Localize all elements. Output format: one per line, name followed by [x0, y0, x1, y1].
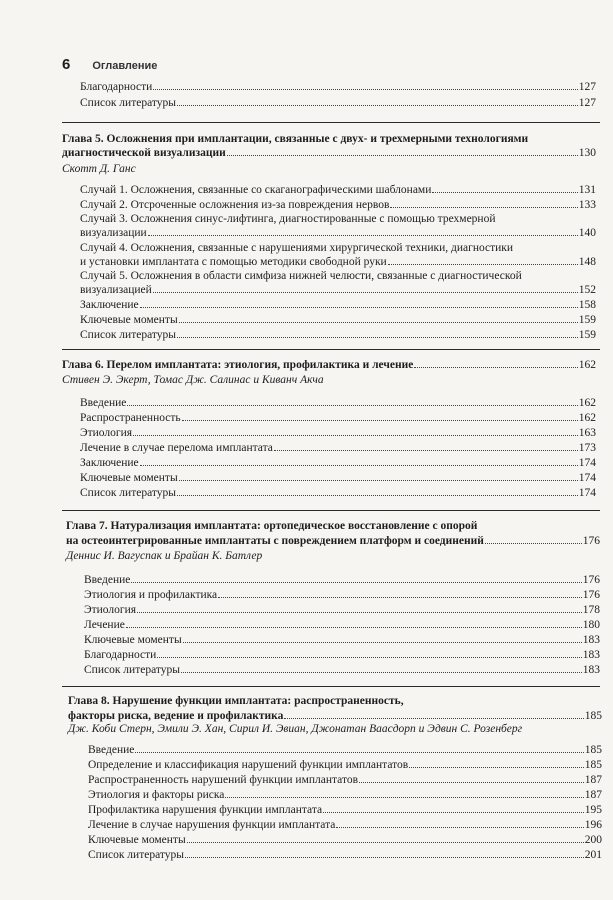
- chapter-divider: [62, 349, 600, 350]
- toc-entry[interactable]: [84, 663, 600, 677]
- toc-entry-page: 180: [582, 619, 600, 631]
- toc-entry-page: 163: [578, 427, 596, 439]
- toc-entry[interactable]: [88, 848, 602, 862]
- toc-entry[interactable]: [84, 573, 600, 587]
- toc-entry-page: 174: [578, 472, 596, 484]
- toc-entry[interactable]: [80, 426, 596, 440]
- chapter-divider: [62, 122, 600, 123]
- toc-entry-page: 200: [584, 834, 602, 846]
- toc-entry-page: 187: [584, 789, 602, 801]
- chapter-7-title-line1[interactable]: Глава 7. Натурализация имплантата: ортопедическое восстановление с опорой: [66, 520, 478, 532]
- toc-entry-page: 201: [584, 849, 602, 861]
- chapter-5-title-line1[interactable]: Глава 5. Осложнения при имплантации, связанные с двух- и трехмерными технологиями: [62, 133, 529, 145]
- chapter-7-title[interactable]: [66, 534, 600, 548]
- toc-entry[interactable]: [80, 328, 596, 342]
- toc-entry-label: Благодарности: [84, 649, 157, 661]
- toc-entry-label: Список литературы: [80, 487, 176, 499]
- toc-entry-label: Лечение в случае нарушения функции имплантата: [88, 819, 336, 831]
- toc-entry-page: 152: [578, 284, 596, 296]
- toc-entry[interactable]: [80, 80, 596, 94]
- toc-entry[interactable]: [84, 648, 600, 662]
- chapter-5-page: 130: [578, 147, 596, 159]
- toc-entry-label: Список литературы: [88, 849, 184, 861]
- toc-entry-page: 140: [578, 227, 596, 239]
- toc-entry[interactable]: [80, 298, 596, 312]
- toc-entry[interactable]: [88, 743, 602, 757]
- toc-entry-page: 187: [584, 774, 602, 786]
- chapter-6-page: 162: [578, 359, 596, 371]
- toc-entry-page: 185: [584, 759, 602, 771]
- toc-entry-label: визуализацией: [80, 284, 152, 296]
- chapter-5-title-line2: диагностической визуализации: [62, 147, 226, 159]
- toc-entry-label: Этиология и профилактика: [84, 589, 218, 601]
- toc-entry[interactable]: [88, 773, 602, 787]
- toc-entry-label: Ключевые моменты: [80, 314, 178, 326]
- toc-entry-label: Введение: [80, 397, 127, 409]
- chapter-7-page: 176: [582, 535, 600, 547]
- toc-entry-label: Лечение: [84, 619, 125, 631]
- toc-entry[interactable]: [84, 588, 600, 602]
- toc-entry-page: 176: [582, 589, 600, 601]
- toc-entry-label: Ключевые моменты: [84, 634, 182, 646]
- toc-entry[interactable]: [88, 758, 602, 772]
- toc-entry[interactable]: [80, 396, 596, 410]
- toc-entry-page: 178: [582, 604, 600, 616]
- toc-entry-label: Список литературы: [84, 664, 180, 676]
- chapter-6-title-text: Глава 6. Перелом имплантата: этиология, профилактика и лечение: [62, 359, 414, 371]
- toc-entry[interactable]: [80, 183, 596, 197]
- chapter-8-title[interactable]: [68, 709, 602, 723]
- chapter-8-authors: Дж. Коби Стерн, Эмили Э. Хан, Сирил И. Эвиан, Джонатан Ваасдорп и Эдвин С. Розенберг: [68, 723, 523, 735]
- toc-entry-page: 127: [578, 97, 596, 109]
- toc-entry-label: Распространенность нарушений функции имплантатов: [88, 774, 359, 786]
- toc-entry[interactable]: [80, 486, 596, 500]
- toc-entry-page: 133: [578, 199, 596, 211]
- toc-entry[interactable]: [84, 603, 600, 617]
- toc-entry-page: 162: [578, 397, 596, 409]
- toc-entry-page: 162: [578, 412, 596, 424]
- toc-entry-label: Ключевые моменты: [80, 472, 178, 484]
- toc-entry-page: 183: [582, 634, 600, 646]
- toc-entry[interactable]: [80, 411, 596, 425]
- toc-entry-page: 183: [582, 649, 600, 661]
- toc-entry[interactable]: [80, 255, 596, 269]
- chapter-5-title[interactable]: [62, 146, 596, 160]
- chapter-8-title-line2: факторы риска, ведение и профилактика: [68, 710, 284, 722]
- toc-entry-label: Этиология и факторы риска: [88, 789, 225, 801]
- toc-entry-page: 158: [578, 299, 596, 311]
- toc-entry[interactable]: [84, 633, 600, 647]
- toc-entry[interactable]: [80, 313, 596, 327]
- toc-entry-label: Введение: [88, 744, 135, 756]
- toc-entry[interactable]: [88, 803, 602, 817]
- toc-entry-page: 159: [578, 314, 596, 326]
- toc-entry[interactable]: [88, 818, 602, 832]
- toc-entry[interactable]: [84, 618, 600, 632]
- running-title: Оглавление: [92, 60, 158, 72]
- chapter-6-title[interactable]: [62, 358, 596, 372]
- toc-entry-label: Лечение в случае перелома имплантата: [80, 442, 273, 454]
- toc-entry[interactable]: [80, 441, 596, 455]
- chapter-divider: [62, 686, 600, 687]
- toc-entry-label-line1[interactable]: Случай 3. Осложнения синус-лифтинга, диагностированные с помощью трехмерной: [80, 213, 496, 225]
- toc-entry-label: Список литературы: [80, 97, 176, 109]
- chapter-6-authors: Стивен Э. Экерт, Томас Дж. Салинас и Киванч Акча: [62, 374, 324, 386]
- toc-entry-page: 183: [582, 664, 600, 676]
- toc-entry-label: Этиология: [84, 604, 137, 616]
- chapter-7-authors: Деннис И. Вагуспак и Брайан К. Батлер: [66, 550, 263, 562]
- toc-entry[interactable]: [80, 471, 596, 485]
- toc-entry-label-line1[interactable]: Случай 5. Осложнения в области симфиза нижней челюсти, связанные с диагностической: [80, 270, 522, 282]
- toc-entry[interactable]: [80, 198, 596, 212]
- toc-entry-page: 174: [578, 457, 596, 469]
- toc-entry-page: 196: [584, 819, 602, 831]
- chapter-8-title-line1[interactable]: Глава 8. Нарушение функции имплантата: распространенность,: [68, 695, 404, 707]
- chapter-5-authors: Скотт Д. Ганс: [62, 163, 136, 175]
- toc-entry[interactable]: [88, 788, 602, 802]
- toc-entry-label: и установки имплантата с помощью методики свободной руки: [80, 256, 387, 268]
- toc-entry-label: Этиология: [80, 427, 133, 439]
- toc-entry-label: Заключение: [80, 457, 139, 469]
- chapter-divider: [62, 510, 600, 511]
- toc-entry-page: 174: [578, 487, 596, 499]
- chapter-8-page: 185: [584, 710, 602, 722]
- toc-entry-page: 185: [584, 744, 602, 756]
- toc-entry-label: Введение: [84, 574, 131, 586]
- toc-entry[interactable]: [88, 833, 602, 847]
- toc-entry-label: Случай 2. Отсроченные осложнения из-за повреждения нервов: [80, 199, 390, 211]
- toc-entry-label: Распространенность: [80, 412, 181, 424]
- toc-entry-page: 159: [578, 329, 596, 341]
- toc-entry-page: 131: [578, 184, 596, 196]
- toc-entry-page: 148: [578, 256, 596, 268]
- toc-entry-page: 195: [584, 804, 602, 816]
- chapter-7-title-line2: на остеоинтегрированные имплантаты с повреждением платформ и соединений: [66, 535, 484, 547]
- toc-entry-page: 173: [578, 442, 596, 454]
- toc-entry-page: 127: [578, 81, 596, 93]
- toc-entry[interactable]: [80, 283, 596, 297]
- toc-entry-label: Случай 1. Осложнения, связанные со скаганографическими шаблонами: [80, 184, 432, 196]
- toc-entry[interactable]: [80, 96, 596, 110]
- toc-entry-label: Профилактика нарушения функции имплантата: [88, 804, 323, 816]
- page-header: [62, 56, 157, 73]
- page-number: 6: [62, 56, 71, 73]
- toc-entry[interactable]: [80, 226, 596, 240]
- toc-entry-page: 176: [582, 574, 600, 586]
- toc-entry-label: Ключевые моменты: [88, 834, 186, 846]
- toc-entry-label: Определение и классификация нарушений функции имплантатов: [88, 759, 409, 771]
- toc-entry[interactable]: [80, 456, 596, 470]
- toc-entry-label-line1[interactable]: Случай 4. Осложнения, связанные с нарушениями хирургической техники, диагностики: [80, 242, 514, 254]
- toc-entry-label: Список литературы: [80, 329, 176, 341]
- toc-entry-label: Благодарности: [80, 81, 153, 93]
- toc-entry-label: Заключение: [80, 299, 139, 311]
- toc-entry-label: визуализации: [80, 227, 147, 239]
